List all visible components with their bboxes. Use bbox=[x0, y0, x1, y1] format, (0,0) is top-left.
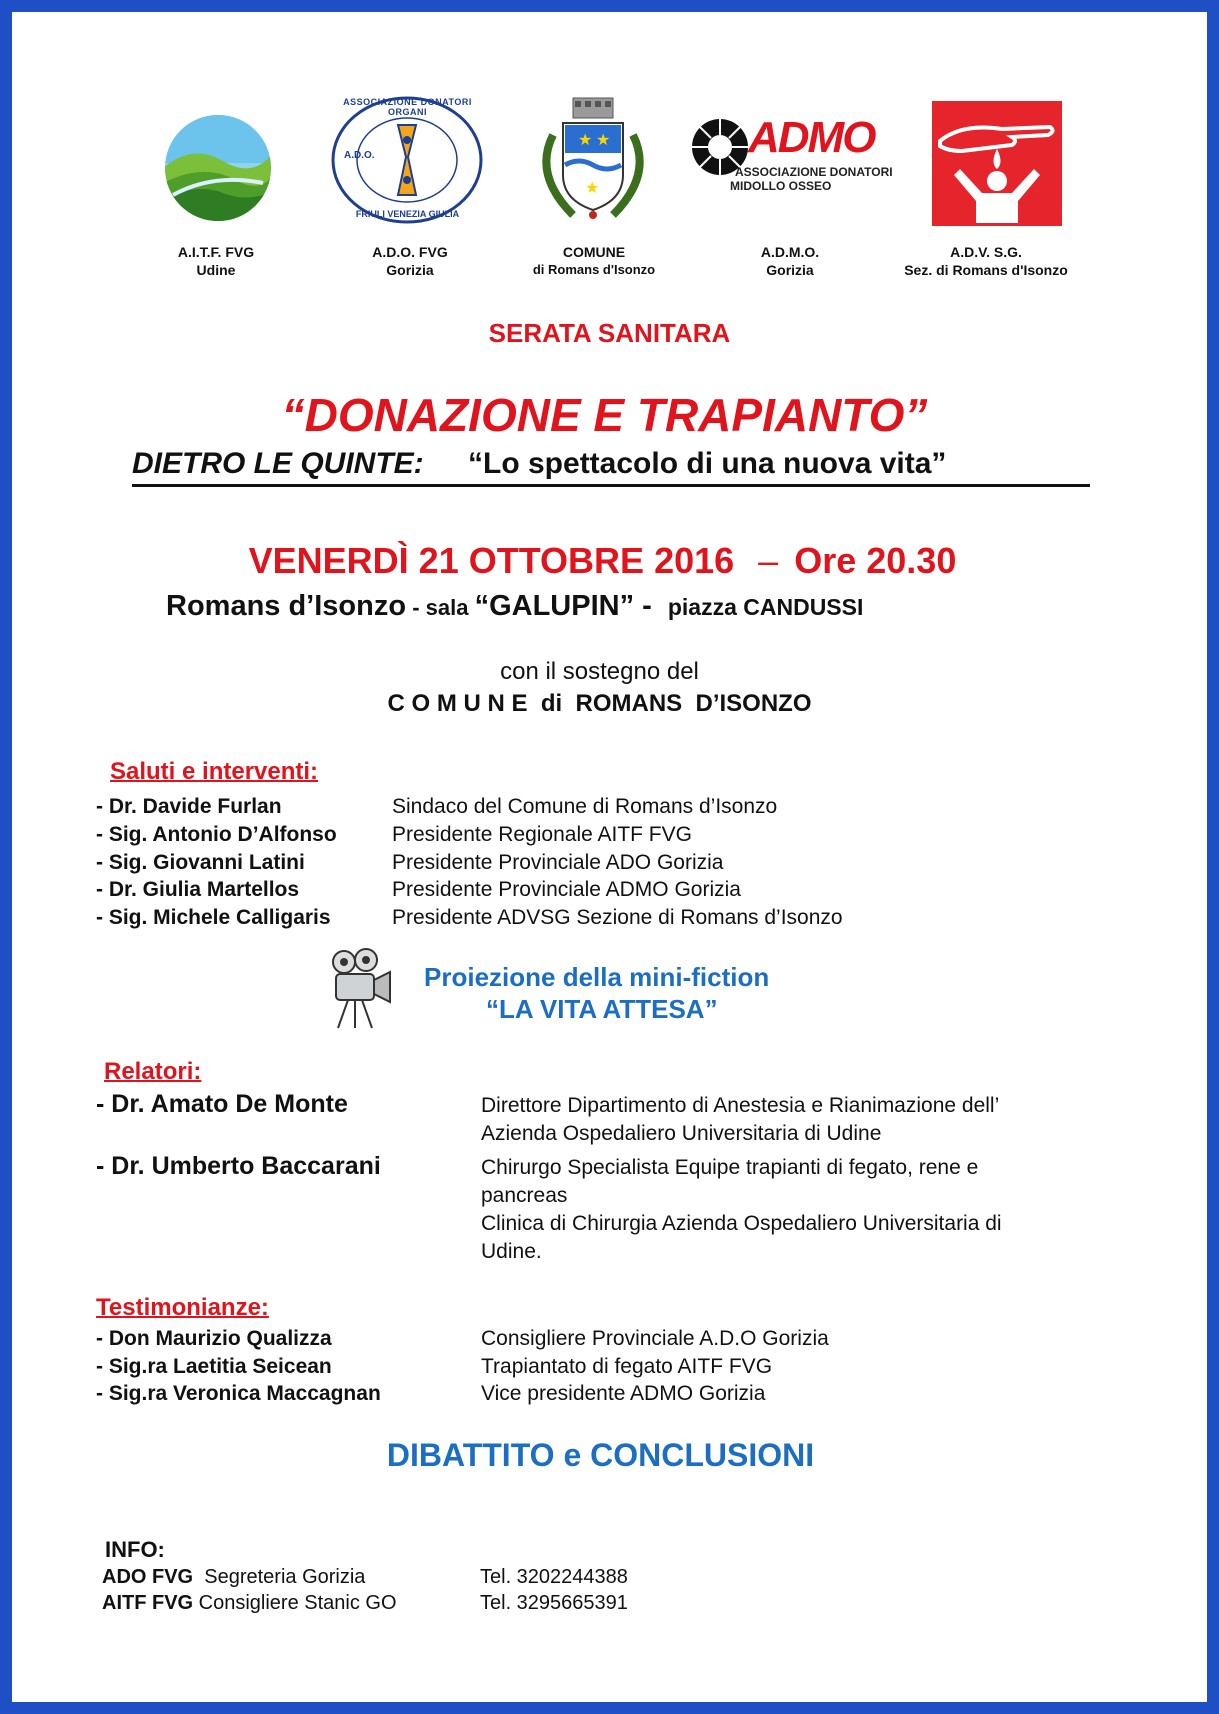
venue-town: Romans d’Isonzo bbox=[166, 590, 407, 622]
ado-logo-text-top: ASSOCIAZIONE DONATORI ORGANI bbox=[343, 97, 472, 117]
caption-line: A.I.T.F. FVG bbox=[177, 244, 255, 260]
role-line: Chirurgo Specialista Equipe trapianti di fegato, rene e bbox=[481, 1156, 979, 1179]
testimone-name: - Sig.ra Veronica Maccagnan bbox=[96, 1382, 381, 1405]
venue-sep2: - bbox=[634, 590, 660, 622]
admo-logo-sub2: MIDOLLO OSSEO bbox=[730, 179, 832, 193]
closing-title: DIBATTITO e CONCLUSIONI bbox=[386, 1437, 815, 1473]
caption-line: A.D.V. S.G. bbox=[950, 244, 1022, 260]
info-tel: Tel. 3202244388 bbox=[480, 1566, 628, 1588]
event-kicker: SERATA SANITARA bbox=[488, 318, 731, 348]
role-line: Azienda Ospedaliero Universitaria di Udine bbox=[481, 1122, 882, 1145]
admo-logo-sub1: ASSOCIAZIONE DONATORI bbox=[735, 165, 893, 179]
testimone-role: Consigliere Provinciale A.D.O Gorizia bbox=[481, 1327, 829, 1350]
role-line: pancreas bbox=[481, 1184, 568, 1207]
speaker-name: - Sig. Michele Calligaris bbox=[96, 906, 331, 929]
speaker-name: - Sig. Giovanni Latini bbox=[96, 851, 305, 874]
relatore-role bbox=[481, 1092, 999, 1148]
aitf-landscape-logo bbox=[163, 113, 273, 223]
info-org: AITF FVG bbox=[102, 1592, 194, 1614]
caption-line: Sez. di Romans d'Isonzo bbox=[904, 262, 1068, 278]
info-desc: Segreteria Gorizia bbox=[193, 1566, 366, 1588]
ado-logo-center: A.D.O. bbox=[344, 150, 375, 161]
venue-hall: “GALUPIN” bbox=[474, 590, 635, 622]
svg-text:★: ★ bbox=[596, 132, 611, 149]
comune-coat-of-arms bbox=[533, 95, 653, 225]
testimonianze-heading: Testimonianze: bbox=[96, 1294, 269, 1321]
testimone-role: Vice presidente ADMO Gorizia bbox=[481, 1382, 766, 1405]
svg-text:★: ★ bbox=[578, 132, 593, 149]
speaker-role: Presidente Regionale AITF FVG bbox=[392, 823, 692, 846]
ado-logo-text-bottom: FRIULI VENEZIA GIULIA bbox=[355, 209, 460, 219]
venue-square: piazza CANDUSSI bbox=[667, 594, 864, 620]
info-tel: Tel. 3295665391 bbox=[480, 1592, 628, 1614]
logo-caption-ado bbox=[310, 243, 510, 279]
projection-line2: “LA VITA ATTESA” bbox=[486, 994, 718, 1024]
caption-line: Gorizia bbox=[766, 262, 814, 278]
film-camera-icon bbox=[328, 948, 398, 1034]
caption-line: COMUNE bbox=[562, 244, 626, 260]
event-title: “DONAZIONE E TRAPIANTO” bbox=[281, 389, 928, 441]
logo-caption-admo bbox=[690, 243, 890, 279]
caption-line: A.D.O. FVG bbox=[372, 244, 448, 260]
support-line: con il sostegno del bbox=[500, 658, 699, 685]
ado-hourglass-logo bbox=[330, 95, 485, 225]
caption-line: Udine bbox=[196, 262, 236, 278]
relatore-name: - Dr. Umberto Baccarani bbox=[96, 1152, 381, 1180]
role-line: Direttore Dipartimento di Anestesia e Rianimazione dell’ bbox=[481, 1094, 1000, 1117]
venue-sep: - sala bbox=[406, 595, 475, 620]
date-dash: – bbox=[758, 540, 779, 581]
subtitle-lead: DIETRO LE QUINTE: bbox=[132, 447, 424, 480]
admo-logo-wordmark: ADMO bbox=[748, 113, 875, 162]
support-comune: C O M U N E di ROMANS D’ISONZO bbox=[387, 690, 812, 717]
subtitle-quote: “Lo spettacolo di una nuova vita” bbox=[468, 447, 947, 480]
role-line: Clinica di Chirurgia Azienda Ospedaliero Universitaria di bbox=[481, 1212, 1002, 1235]
testimone-role: Trapiantato di fegato AITF FVG bbox=[481, 1355, 773, 1378]
projection-line1: Proiezione della mini-fiction bbox=[424, 962, 770, 992]
testimone-name: - Sig.ra Laetitia Seicean bbox=[96, 1355, 332, 1378]
saluti-heading: Saluti e interventi: bbox=[110, 758, 319, 785]
speaker-role: Presidente Provinciale ADMO Gorizia bbox=[392, 878, 741, 901]
relatore-role bbox=[481, 1154, 1002, 1266]
speaker-role: Sindaco del Comune di Romans d’Isonzo bbox=[392, 795, 778, 818]
info-row bbox=[102, 1592, 802, 1618]
testimone-name: - Don Maurizio Qualizza bbox=[96, 1327, 332, 1350]
speaker-role: Presidente ADVSG Sezione di Romans d’Isonzo bbox=[392, 906, 843, 929]
caption-line: di Romans d'Isonzo bbox=[532, 262, 656, 277]
svg-text:★: ★ bbox=[585, 180, 600, 197]
info-org: ADO FVG bbox=[102, 1566, 194, 1588]
speaker-name: - Sig. Antonio D’Alfonso bbox=[96, 823, 337, 846]
info-row bbox=[102, 1566, 802, 1592]
role-line: Udine. bbox=[481, 1240, 542, 1263]
adv-hand-drop-logo bbox=[932, 101, 1062, 226]
relatori-heading: Relatori: bbox=[104, 1058, 202, 1085]
admo-logo bbox=[690, 113, 900, 208]
event-date bbox=[0, 540, 1212, 582]
relatore-name: - Dr. Amato De Monte bbox=[96, 1090, 348, 1118]
logo-caption-adv bbox=[876, 243, 1096, 279]
logo-caption-aitf bbox=[116, 243, 316, 279]
caption-line: A.D.M.O. bbox=[760, 244, 820, 260]
info-desc: Consigliere Stanic GO bbox=[193, 1592, 397, 1614]
speaker-name: - Dr. Davide Furlan bbox=[96, 795, 282, 818]
event-venue bbox=[166, 590, 863, 623]
speaker-role: Presidente Provinciale ADO Gorizia bbox=[392, 851, 724, 874]
date-text: VENERDÌ 21 OTTOBRE 2016 bbox=[248, 540, 735, 581]
info-heading: INFO: bbox=[105, 1537, 165, 1562]
logo-caption-comune bbox=[494, 243, 694, 279]
time-text: Ore 20.30 bbox=[794, 540, 957, 581]
speaker-name: - Dr. Giulia Martellos bbox=[96, 878, 300, 901]
caption-line: Gorizia bbox=[386, 262, 434, 278]
event-subtitle bbox=[132, 446, 1090, 487]
